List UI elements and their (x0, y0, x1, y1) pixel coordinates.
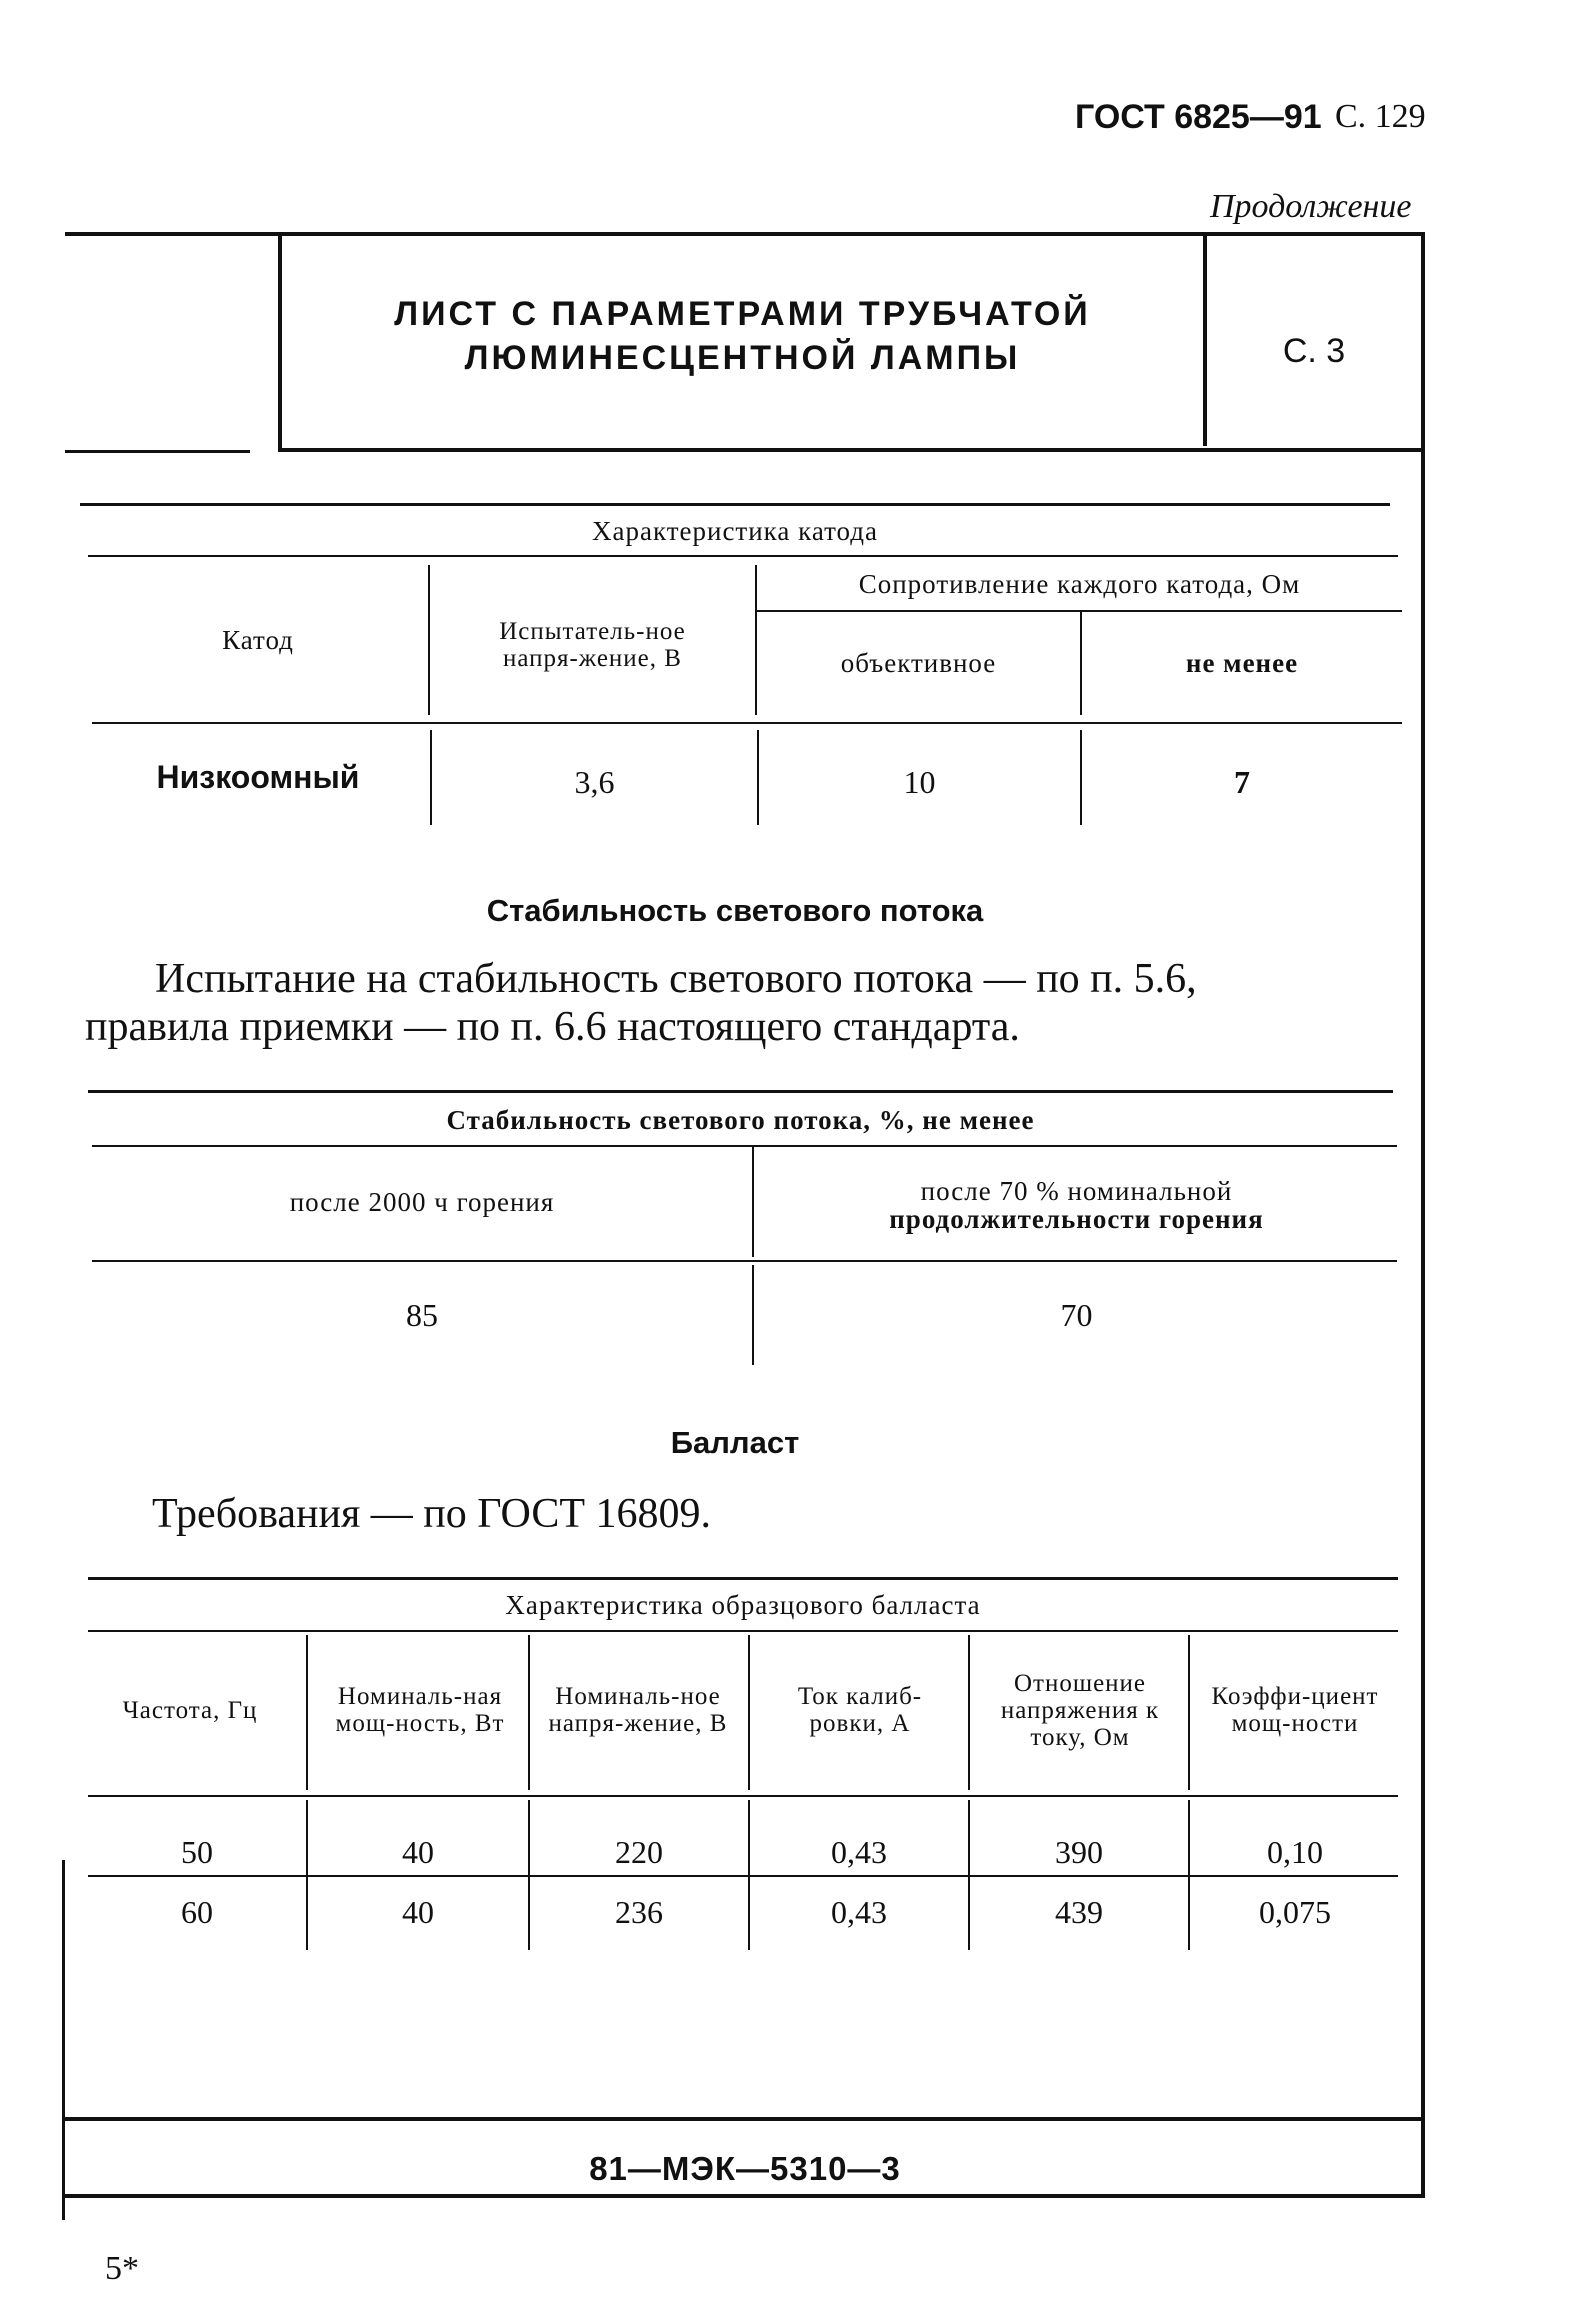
col-after-70pct-line2: продолжительности горения (889, 1204, 1264, 1234)
row1-voltage: 220 (615, 1834, 663, 1870)
ballast-header-bottom (88, 1795, 1398, 1797)
row1-current: 0,43 (831, 1834, 887, 1870)
cathode-v1 (428, 565, 430, 715)
stability-header-bottom (92, 1260, 1397, 1262)
row1-ratio: 390 (1055, 1834, 1103, 1870)
value-after-70pct: 70 (1060, 1296, 1093, 1333)
stability-heading: Стабильность светового потока (486, 893, 984, 928)
footer-top-line (65, 2117, 1425, 2121)
page-number: С. 129 (1335, 98, 1426, 135)
row2-power: 40 (402, 1894, 434, 1930)
row1-frequency: 50 (181, 1834, 213, 1870)
continuation-label: Продолжение (1210, 188, 1412, 225)
cathode-top-line (80, 503, 1390, 506)
sheet-page: С. 3 (1282, 332, 1346, 370)
ballast-v5 (1188, 1635, 1190, 1790)
ballast-heading: Балласт (670, 1425, 800, 1460)
ballast-caption-line (88, 1630, 1398, 1632)
gost-number: ГОСТ 6825—91 (1075, 98, 1322, 136)
row2-voltage: 236 (615, 1894, 663, 1930)
col-test-voltage: Испытатель-ное напря-жение, В (499, 618, 686, 672)
stability-text-line2: правила приемки — по п. 6.6 настоящего стандарта. (85, 1004, 1020, 1050)
col-calibration-current: Ток калиб-ровки, А (797, 1683, 923, 1737)
row2-current: 0,43 (831, 1894, 887, 1930)
ballast-row-divider (88, 1875, 1398, 1877)
frame-right-line (1421, 236, 1425, 2196)
min-value: 7 (1234, 764, 1250, 800)
row2-ratio: 439 (1055, 1894, 1103, 1930)
footer-bottom-line (65, 2194, 1425, 2198)
col-after-70pct (754, 1160, 1399, 1250)
col-rated-power: Номиналь-ная мощ-ность, Вт (335, 1683, 505, 1737)
col-min: не менее (1185, 648, 1299, 678)
ballast-caption: Характеристика образцового балласта (505, 1589, 981, 1620)
col-power-factor: Коэффи-циент мощ-ности (1211, 1683, 1379, 1737)
value-after-2000h: 85 (406, 1296, 438, 1333)
row2-frequency: 60 (181, 1894, 213, 1930)
group-resistance: Сопротивление каждого катода, Ом (858, 568, 1301, 599)
ballast-v3 (748, 1635, 750, 1790)
frame-top-line (65, 232, 1425, 236)
row1-power: 40 (402, 1834, 434, 1870)
col-voltage-current-ratio: Отношение напряжения к току, Ом (1000, 1669, 1160, 1751)
test-voltage-value: 3,6 (574, 764, 615, 800)
ballast-text: Требования — по ГОСТ 16809. (152, 1491, 711, 1537)
ballast-top-line (88, 1577, 1398, 1580)
frame-title-bottom (278, 448, 1425, 452)
col-cathode: Катод (222, 624, 294, 655)
col-rated-voltage: Номиналь-ное напря-жение, В (548, 1683, 728, 1737)
cathode-header-bottom (92, 722, 1402, 724)
sheet-title (282, 292, 1203, 380)
sheet-title-line1: ЛИСТ С ПАРАМЕТРАМИ ТРУБЧАТОЙ (394, 295, 1091, 333)
row1-power-factor: 0,10 (1267, 1834, 1323, 1870)
col-frequency: Частота, Гц (122, 1696, 258, 1724)
col-after-2000h: после 2000 ч горения (289, 1186, 555, 1217)
sheet-title-line2: ЛЮМИНЕСЦЕНТНОЙ ЛАМПЫ (464, 339, 1021, 377)
stability-caption: Стабильность светового потока, %, не менее (446, 1104, 1035, 1135)
col-after-70pct-line1: после 70 % номинальной (920, 1176, 1233, 1206)
cathode-caption-line (88, 555, 1398, 557)
frame-left-stub (65, 450, 250, 453)
cathode-caption: Характеристика катода (591, 516, 879, 546)
ballast-v2 (528, 1635, 530, 1790)
stability-top-line (88, 1090, 1393, 1093)
stability-text-line1: Испытание на стабильность светового потока — по п. 5.6, (155, 956, 1197, 1002)
ballast-v1 (306, 1635, 308, 1790)
footer-code: 81—МЭК—5310—3 (589, 2150, 901, 2187)
cathode-value: Низкоомный (156, 759, 360, 795)
ballast-v4 (968, 1635, 970, 1790)
row2-power-factor: 0,075 (1259, 1894, 1331, 1930)
objective-value: 10 (903, 764, 936, 800)
col-objective: объективное (840, 648, 997, 678)
page-mark: 5* (105, 2250, 139, 2287)
